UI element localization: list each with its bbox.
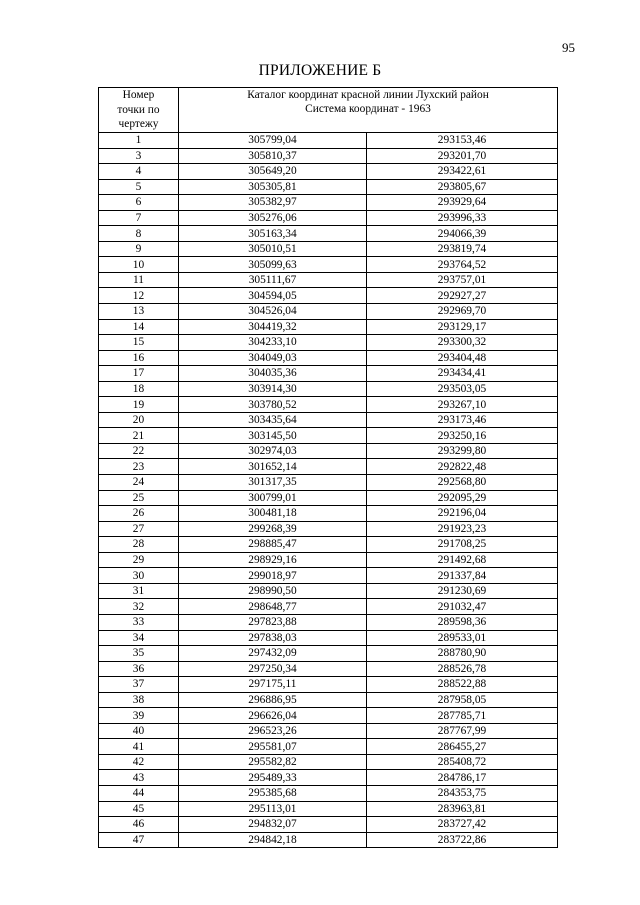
y-coordinate-cell: 293153,46 bbox=[367, 133, 558, 149]
table-row bbox=[99, 475, 558, 491]
table-row bbox=[99, 412, 558, 428]
y-coordinate-cell: 284786,17 bbox=[367, 770, 558, 786]
y-coordinate-cell: 293757,01 bbox=[367, 272, 558, 288]
point-number-header-line3: чертежу bbox=[118, 118, 159, 131]
point-number-header-line2: точки по bbox=[117, 103, 160, 116]
y-coordinate-cell: 292969,70 bbox=[367, 304, 558, 320]
table-row bbox=[99, 304, 558, 320]
table-row bbox=[99, 241, 558, 257]
table-row bbox=[99, 568, 558, 584]
y-coordinate-cell: 283963,81 bbox=[367, 801, 558, 817]
y-coordinate-cell: 293805,67 bbox=[367, 179, 558, 195]
table-row bbox=[99, 443, 558, 459]
table-row bbox=[99, 133, 558, 149]
table-row bbox=[99, 459, 558, 475]
table-row bbox=[99, 677, 558, 693]
y-coordinate-cell: 283727,42 bbox=[367, 817, 558, 833]
point-number-cell: 1 bbox=[99, 133, 179, 149]
point-number-cell: 11 bbox=[99, 272, 179, 288]
point-number-cell: 10 bbox=[99, 257, 179, 273]
table-row bbox=[99, 661, 558, 677]
x-coordinate-cell: 302974,03 bbox=[179, 443, 367, 459]
table-row bbox=[99, 754, 558, 770]
point-number-header-line1: Номер bbox=[122, 89, 155, 102]
point-number-cell: 14 bbox=[99, 319, 179, 335]
point-number-cell: 27 bbox=[99, 521, 179, 537]
table-row bbox=[99, 723, 558, 739]
x-coordinate-cell: 304035,36 bbox=[179, 366, 367, 382]
y-coordinate-cell: 288780,90 bbox=[367, 646, 558, 662]
x-coordinate-cell: 304049,03 bbox=[179, 350, 367, 366]
table-row bbox=[99, 490, 558, 506]
point-number-cell: 15 bbox=[99, 335, 179, 351]
x-coordinate-cell: 304526,04 bbox=[179, 304, 367, 320]
y-coordinate-cell: 291708,25 bbox=[367, 537, 558, 553]
point-number-cell: 9 bbox=[99, 241, 179, 257]
point-number-cell: 29 bbox=[99, 552, 179, 568]
point-number-cell: 42 bbox=[99, 754, 179, 770]
x-coordinate-cell: 297432,09 bbox=[179, 646, 367, 662]
y-coordinate-cell: 292196,04 bbox=[367, 506, 558, 522]
page-number: 95 bbox=[562, 40, 575, 55]
x-coordinate-cell: 305163,34 bbox=[179, 226, 367, 242]
y-coordinate-cell: 293422,61 bbox=[367, 164, 558, 180]
point-number-cell: 12 bbox=[99, 288, 179, 304]
x-coordinate-cell: 305810,37 bbox=[179, 148, 367, 164]
y-coordinate-cell: 293201,70 bbox=[367, 148, 558, 164]
x-coordinate-cell: 305382,97 bbox=[179, 195, 367, 211]
catalog-header: Каталог координат красной линии Лухский район bbox=[179, 88, 558, 103]
y-coordinate-cell: 292927,27 bbox=[367, 288, 558, 304]
y-coordinate-cell: 293929,64 bbox=[367, 195, 558, 211]
x-coordinate-cell: 295582,82 bbox=[179, 754, 367, 770]
point-number-cell: 33 bbox=[99, 614, 179, 630]
point-number-cell: 47 bbox=[99, 832, 179, 848]
x-coordinate-cell: 298929,16 bbox=[179, 552, 367, 568]
table-row bbox=[99, 288, 558, 304]
y-coordinate-cell: 285408,72 bbox=[367, 754, 558, 770]
point-number-cell: 43 bbox=[99, 770, 179, 786]
table-row bbox=[99, 770, 558, 786]
y-coordinate-cell: 293300,32 bbox=[367, 335, 558, 351]
x-coordinate-cell: 301317,35 bbox=[179, 475, 367, 491]
point-number-cell: 32 bbox=[99, 599, 179, 615]
point-number-cell: 37 bbox=[99, 677, 179, 693]
y-coordinate-cell: 287767,99 bbox=[367, 723, 558, 739]
x-coordinate-cell: 305276,06 bbox=[179, 210, 367, 226]
y-coordinate-cell: 293250,16 bbox=[367, 428, 558, 444]
x-coordinate-cell: 294832,07 bbox=[179, 817, 367, 833]
y-coordinate-cell: 293434,41 bbox=[367, 366, 558, 382]
x-coordinate-cell: 304594,05 bbox=[179, 288, 367, 304]
table-row bbox=[99, 195, 558, 211]
table-row bbox=[99, 319, 558, 335]
x-coordinate-cell: 300481,18 bbox=[179, 506, 367, 522]
table-row bbox=[99, 381, 558, 397]
x-coordinate-cell: 305305,81 bbox=[179, 179, 367, 195]
point-number-cell: 21 bbox=[99, 428, 179, 444]
table-row bbox=[99, 599, 558, 615]
point-number-cell: 26 bbox=[99, 506, 179, 522]
point-number-cell: 28 bbox=[99, 537, 179, 553]
x-coordinate-cell: 304233,10 bbox=[179, 335, 367, 351]
x-coordinate-cell: 303435,64 bbox=[179, 412, 367, 428]
table-row bbox=[99, 521, 558, 537]
y-coordinate-cell: 291923,23 bbox=[367, 521, 558, 537]
point-number-cell: 18 bbox=[99, 381, 179, 397]
y-coordinate-cell: 293503,05 bbox=[367, 381, 558, 397]
point-number-cell: 8 bbox=[99, 226, 179, 242]
point-number-cell: 20 bbox=[99, 412, 179, 428]
x-coordinate-cell: 305111,67 bbox=[179, 272, 367, 288]
y-coordinate-cell: 286455,27 bbox=[367, 739, 558, 755]
table-row bbox=[99, 692, 558, 708]
x-coordinate-cell: 295581,07 bbox=[179, 739, 367, 755]
table-row bbox=[99, 506, 558, 522]
table-row bbox=[99, 210, 558, 226]
y-coordinate-cell: 284353,75 bbox=[367, 785, 558, 801]
x-coordinate-cell: 299018,97 bbox=[179, 568, 367, 584]
table-row bbox=[99, 583, 558, 599]
point-number-cell: 31 bbox=[99, 583, 179, 599]
point-number-cell: 24 bbox=[99, 475, 179, 491]
y-coordinate-cell: 293173,46 bbox=[367, 412, 558, 428]
table-row bbox=[99, 148, 558, 164]
point-number-cell: 17 bbox=[99, 366, 179, 382]
appendix-title: ПРИЛОЖЕНИЕ Б bbox=[258, 62, 382, 79]
point-number-cell: 41 bbox=[99, 739, 179, 755]
table-row bbox=[99, 226, 558, 242]
x-coordinate-cell: 296626,04 bbox=[179, 708, 367, 724]
x-coordinate-cell: 295489,33 bbox=[179, 770, 367, 786]
table-row bbox=[99, 428, 558, 444]
table-row bbox=[99, 832, 558, 848]
point-number-cell: 16 bbox=[99, 350, 179, 366]
point-number-cell: 7 bbox=[99, 210, 179, 226]
x-coordinate-cell: 297250,34 bbox=[179, 661, 367, 677]
table-row bbox=[99, 785, 558, 801]
table-row bbox=[99, 817, 558, 833]
x-coordinate-cell: 299268,39 bbox=[179, 521, 367, 537]
point-number-cell: 25 bbox=[99, 490, 179, 506]
table-row bbox=[99, 272, 558, 288]
point-number-cell: 46 bbox=[99, 817, 179, 833]
point-number-cell: 4 bbox=[99, 164, 179, 180]
point-number-cell: 36 bbox=[99, 661, 179, 677]
x-coordinate-cell: 303145,50 bbox=[179, 428, 367, 444]
coordinates-table-body bbox=[99, 133, 558, 848]
point-number-cell: 19 bbox=[99, 397, 179, 413]
point-number-cell: 45 bbox=[99, 801, 179, 817]
y-coordinate-cell: 288526,78 bbox=[367, 661, 558, 677]
y-coordinate-cell: 291337,84 bbox=[367, 568, 558, 584]
y-coordinate-cell: 291032,47 bbox=[367, 599, 558, 615]
table-row bbox=[99, 739, 558, 755]
x-coordinate-cell: 300799,01 bbox=[179, 490, 367, 506]
point-number-cell: 13 bbox=[99, 304, 179, 320]
x-coordinate-cell: 298648,77 bbox=[179, 599, 367, 615]
table-row bbox=[99, 630, 558, 646]
x-coordinate-cell: 296523,26 bbox=[179, 723, 367, 739]
y-coordinate-cell: 294066,39 bbox=[367, 226, 558, 242]
table-row bbox=[99, 801, 558, 817]
x-coordinate-cell: 298990,50 bbox=[179, 583, 367, 599]
y-coordinate-cell: 293267,10 bbox=[367, 397, 558, 413]
x-coordinate-cell: 295113,01 bbox=[179, 801, 367, 817]
y-coordinate-cell: 292095,29 bbox=[367, 490, 558, 506]
x-coordinate-cell: 298885,47 bbox=[179, 537, 367, 553]
point-number-cell: 35 bbox=[99, 646, 179, 662]
x-coordinate-cell: 305099,63 bbox=[179, 257, 367, 273]
x-coordinate-cell: 301652,14 bbox=[179, 459, 367, 475]
table-row bbox=[99, 366, 558, 382]
y-coordinate-cell: 283722,86 bbox=[367, 832, 558, 848]
point-number-cell: 39 bbox=[99, 708, 179, 724]
y-coordinate-cell: 289533,01 bbox=[367, 630, 558, 646]
table-row bbox=[99, 614, 558, 630]
table-row bbox=[99, 537, 558, 553]
x-coordinate-cell: 297175,11 bbox=[179, 677, 367, 693]
point-number-cell: 3 bbox=[99, 148, 179, 164]
x-coordinate-cell: 294842,18 bbox=[179, 832, 367, 848]
table-row bbox=[99, 179, 558, 195]
coordinate-system-header: Система координат - 1963 bbox=[179, 102, 558, 132]
x-coordinate-cell: 295385,68 bbox=[179, 785, 367, 801]
x-coordinate-cell: 303914,30 bbox=[179, 381, 367, 397]
x-coordinate-cell: 305649,20 bbox=[179, 164, 367, 180]
table-row bbox=[99, 397, 558, 413]
y-coordinate-cell: 287785,71 bbox=[367, 708, 558, 724]
table-row bbox=[99, 708, 558, 724]
point-number-header bbox=[99, 88, 179, 133]
coordinates-table bbox=[98, 87, 558, 848]
y-coordinate-cell: 293764,52 bbox=[367, 257, 558, 273]
point-number-cell: 30 bbox=[99, 568, 179, 584]
y-coordinate-cell: 293299,80 bbox=[367, 443, 558, 459]
table-row bbox=[99, 350, 558, 366]
y-coordinate-cell: 293819,74 bbox=[367, 241, 558, 257]
x-coordinate-cell: 296886,95 bbox=[179, 692, 367, 708]
y-coordinate-cell: 293129,17 bbox=[367, 319, 558, 335]
x-coordinate-cell: 297823,88 bbox=[179, 614, 367, 630]
table-row bbox=[99, 164, 558, 180]
x-coordinate-cell: 297838,03 bbox=[179, 630, 367, 646]
table-row bbox=[99, 552, 558, 568]
y-coordinate-cell: 289598,36 bbox=[367, 614, 558, 630]
point-number-cell: 5 bbox=[99, 179, 179, 195]
x-coordinate-cell: 303780,52 bbox=[179, 397, 367, 413]
x-coordinate-cell: 305010,51 bbox=[179, 241, 367, 257]
table-row bbox=[99, 257, 558, 273]
x-coordinate-cell: 305799,04 bbox=[179, 133, 367, 149]
y-coordinate-cell: 288522,88 bbox=[367, 677, 558, 693]
y-coordinate-cell: 292822,48 bbox=[367, 459, 558, 475]
point-number-cell: 44 bbox=[99, 785, 179, 801]
y-coordinate-cell: 291230,69 bbox=[367, 583, 558, 599]
x-coordinate-cell: 304419,32 bbox=[179, 319, 367, 335]
y-coordinate-cell: 293404,48 bbox=[367, 350, 558, 366]
y-coordinate-cell: 293996,33 bbox=[367, 210, 558, 226]
table-row bbox=[99, 646, 558, 662]
y-coordinate-cell: 291492,68 bbox=[367, 552, 558, 568]
table-row bbox=[99, 335, 558, 351]
y-coordinate-cell: 292568,80 bbox=[367, 475, 558, 491]
point-number-cell: 40 bbox=[99, 723, 179, 739]
point-number-cell: 34 bbox=[99, 630, 179, 646]
point-number-cell: 23 bbox=[99, 459, 179, 475]
point-number-cell: 38 bbox=[99, 692, 179, 708]
y-coordinate-cell: 287958,05 bbox=[367, 692, 558, 708]
point-number-cell: 22 bbox=[99, 443, 179, 459]
point-number-cell: 6 bbox=[99, 195, 179, 211]
